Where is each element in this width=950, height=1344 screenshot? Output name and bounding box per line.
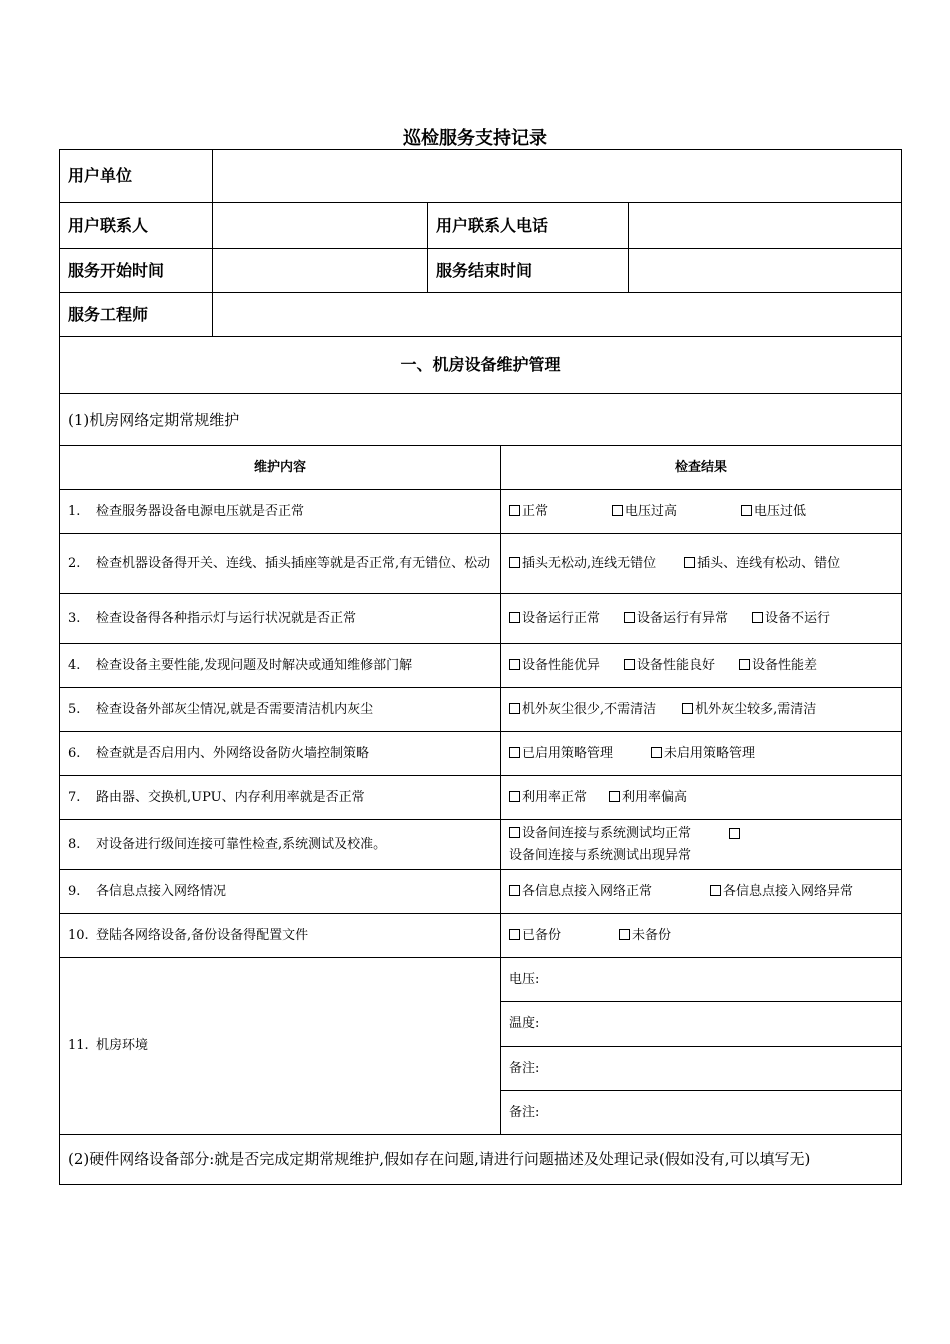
checkbox-icon[interactable] <box>509 827 520 838</box>
checkbox-option[interactable]: 机外灰尘较多,需清洁 <box>682 699 816 721</box>
checkbox-option[interactable]: 设备运行正常 <box>509 608 600 630</box>
table-row <box>60 594 902 644</box>
item-content <box>60 594 501 644</box>
end-time-field[interactable] <box>629 249 902 293</box>
checkbox-icon[interactable] <box>612 505 623 516</box>
table-row <box>60 644 902 688</box>
checkbox-icon[interactable] <box>752 612 763 623</box>
checkbox-option[interactable]: 设备性能差 <box>739 655 817 677</box>
item-text: 检查机器设备得开关、连线、插头插座等就是否正常,有无错位、松动 <box>96 555 491 571</box>
checkbox-icon[interactable] <box>609 791 620 802</box>
contact-phone-label: 用户联系人电话 <box>428 203 629 249</box>
checkbox-icon[interactable] <box>729 828 740 839</box>
item-result <box>501 732 902 776</box>
item-content <box>60 914 501 958</box>
temperature-field[interactable]: 温度: <box>501 1002 902 1047</box>
item-text: 各信息点接入网络情况 <box>96 883 227 899</box>
checkbox-icon[interactable] <box>509 557 520 568</box>
voltage-field[interactable]: 电压: <box>501 958 902 1002</box>
item-text: 检查设备外部灰尘情况,就是否需要清洁机内灰尘 <box>96 701 374 717</box>
item-text: 检查服务器设备电源电压就是否正常 <box>96 503 305 519</box>
item-result <box>501 688 902 732</box>
item-number: 3. <box>68 610 81 626</box>
item-text: 检查设备主要性能,发现问题及时解决或通知维修部门解 <box>96 657 413 673</box>
checkbox-option[interactable]: 插头无松动,连线无错位 <box>509 553 656 575</box>
checkbox-icon[interactable] <box>509 659 520 670</box>
item-number: 7. <box>68 789 81 805</box>
item-number: 9. <box>68 883 81 899</box>
header-content: 维护内容 <box>60 446 501 490</box>
table-row <box>60 534 902 594</box>
checkbox-icon[interactable] <box>739 659 750 670</box>
checkbox-icon[interactable] <box>509 791 520 802</box>
item-number: 10. <box>68 927 89 943</box>
item-result: 设备间连接与系统测试均正常 设备间连接与系统测试出现异常 <box>501 820 902 870</box>
item-content <box>60 820 501 870</box>
checkbox-icon[interactable] <box>509 929 520 940</box>
env-content <box>60 958 501 1135</box>
checkbox-icon[interactable] <box>509 612 520 623</box>
checkbox-option[interactable]: 已启用策略管理 <box>509 743 613 765</box>
checkbox-icon[interactable] <box>684 557 695 568</box>
note-field[interactable]: 备注: <box>501 1091 902 1135</box>
checkbox-option[interactable]: 未启用策略管理 <box>651 743 755 765</box>
checkbox-option[interactable]: 正常 <box>509 501 548 523</box>
checkbox-option[interactable]: 设备运行有异常 <box>624 608 728 630</box>
item-number: 5. <box>68 701 81 717</box>
checkbox-icon[interactable] <box>624 659 635 670</box>
checkbox-option[interactable]: 设备性能优异 <box>509 655 600 677</box>
checkbox-icon[interactable] <box>619 929 630 940</box>
contact-label: 用户联系人 <box>60 203 213 249</box>
contact-phone-field[interactable] <box>629 203 902 249</box>
checkbox-icon[interactable] <box>509 703 520 714</box>
checkbox-option[interactable]: 设备性能良好 <box>624 655 715 677</box>
checkbox-option[interactable]: 电压过低 <box>741 501 806 523</box>
table-row <box>60 914 902 958</box>
item-content <box>60 644 501 688</box>
note-field[interactable]: 备注: <box>501 1047 902 1091</box>
checkbox-option[interactable]: 利用率偏高 <box>609 787 687 809</box>
checkbox-icon[interactable] <box>741 505 752 516</box>
item-result <box>501 870 902 914</box>
item-content <box>60 490 501 534</box>
item-result <box>501 776 902 820</box>
item-content <box>60 776 501 820</box>
checkbox-option[interactable]: 机外灰尘很少,不需清洁 <box>509 699 656 721</box>
item-result <box>501 534 902 594</box>
checkbox-option[interactable]: 未备份 <box>619 925 671 947</box>
checkbox-option[interactable]: 设备间连接与系统测试均正常 <box>509 823 691 845</box>
hardware-section-note: (2)硬件网络设备部分:就是否完成定期常规维护,假如存在问题,请进行问题描述及处理记录(假如没有,可以填写无) <box>60 1135 902 1185</box>
table-row <box>60 870 902 914</box>
item-content <box>60 688 501 732</box>
table-row <box>60 820 902 870</box>
item-text: 路由器、交换机,UPU、内存利用率就是否正常 <box>96 789 365 805</box>
item-content <box>60 870 501 914</box>
item-number: 11. <box>68 1038 89 1053</box>
table-row <box>60 732 902 776</box>
item-result <box>501 644 902 688</box>
checkbox-icon[interactable] <box>624 612 635 623</box>
page-title: 巡检服务支持记录 <box>403 128 547 149</box>
checkbox-option[interactable]: 各信息点接入网络异常 <box>710 881 853 903</box>
table-row <box>60 776 902 820</box>
contact-field[interactable] <box>213 203 428 249</box>
table-row <box>60 490 902 534</box>
item-text: 检查就是否启用内、外网络设备防火墙控制策略 <box>96 745 370 761</box>
checkbox-icon[interactable] <box>509 505 520 516</box>
item-content <box>60 732 501 776</box>
end-time-label: 服务结束时间 <box>428 249 629 293</box>
checkbox-icon[interactable] <box>509 747 520 758</box>
user-unit-label: 用户单位 <box>60 150 213 203</box>
checkbox-option[interactable]: 插头、连线有松动、错位 <box>684 553 840 575</box>
item-text: 登陆各网络设备,备份设备得配置文件 <box>96 927 309 943</box>
item-content <box>60 534 501 594</box>
checkbox-option[interactable]: 各信息点接入网络正常 <box>509 881 652 903</box>
engineer-label: 服务工程师 <box>60 293 213 337</box>
item-result <box>501 490 902 534</box>
table-row <box>60 688 902 732</box>
checkbox-option[interactable]: 设备不运行 <box>752 608 830 630</box>
header-result: 检查结果 <box>501 446 902 490</box>
inspection-record-table <box>59 149 902 1185</box>
checkbox-option[interactable]: 利用率正常 <box>509 787 587 809</box>
user-unit-field[interactable] <box>213 150 902 203</box>
item-result <box>501 914 902 958</box>
checkbox-icon[interactable] <box>509 885 520 896</box>
item-number: 8. <box>68 836 81 852</box>
item-number: 2. <box>68 555 81 571</box>
checkbox-option[interactable]: 电压过高 <box>612 501 677 523</box>
checkbox-option[interactable]: 已备份 <box>509 925 561 947</box>
start-time-label: 服务开始时间 <box>60 249 213 293</box>
item-text: 检查设备得各种指示灯与运行状况就是否正常 <box>96 610 357 626</box>
item-result <box>501 594 902 644</box>
section-subtitle: (1)机房网络定期常规维护 <box>60 394 902 446</box>
item-text: 机房环境 <box>96 1038 149 1053</box>
item-text: 对设备进行级间连接可靠性检查,系统测试及校准。 <box>96 836 387 852</box>
item-number: 6. <box>68 745 81 761</box>
start-time-field[interactable] <box>213 249 428 293</box>
item-number: 4. <box>68 657 81 673</box>
checkbox-icon[interactable] <box>682 703 693 714</box>
engineer-field[interactable] <box>213 293 902 337</box>
checkbox-icon[interactable] <box>651 747 662 758</box>
checkbox-icon[interactable] <box>710 885 721 896</box>
item-number: 1. <box>68 503 81 519</box>
section-title: 一、机房设备维护管理 <box>60 337 902 394</box>
